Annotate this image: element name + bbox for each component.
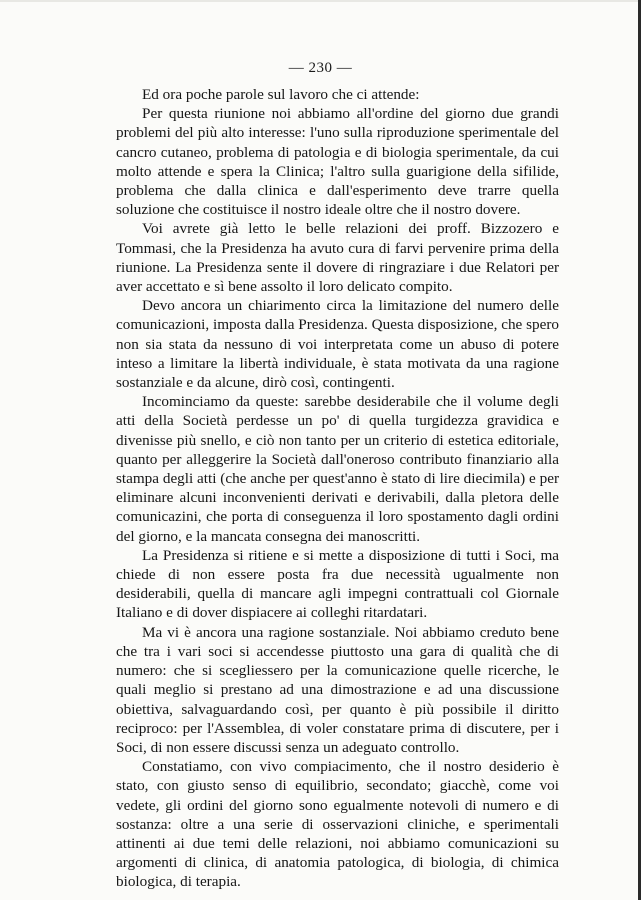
paragraph-2: Per questa riunione noi abbiamo all'ordine del giorno due grandi problemi del più alto interesse: l'uno sulla riproduzione sperimentale del cancro cutaneo, problema di patologia e di biologia sperimentale, da cui molto attende e spera la Clinica; l'altro sulla guarigione della sifilide, problema che dalla clinica e dall'esperimento deve trarre quella soluzione che costituisce il nostro ideale oltre che il nostro dovere. xyxy=(116,105,559,219)
paragraph-8: Constatiamo, con vivo compiacimento, che il nostro desiderio è stato, con giusto senso di equilibrio, secondato; giacchè, come voi vedete, gli ordini del giorno sono egualmente notevoli di numero e di sostanza: oltre a una serie di osservazioni cliniche, e sperimentali attinenti ai due temi delle relazioni, noi abbiamo comunicazioni su argomenti di clinica, di anatomia patologica, di biologia, di chimica biologica, di terapia. xyxy=(116,758,559,891)
paragraph-1: Ed ora poche parole sul lavoro che ci attende: xyxy=(142,86,420,103)
body-text xyxy=(116,85,559,892)
paragraph-4: Devo ancora un chiarimento circa la limitazione del numero delle comunicazioni, imposta dalla Presidenza. Questa disposizione, che spero non sia stata da nessuno di voi interpretata come un abuso di potere inteso a limitare la libertà individuale, è stata motivata da una ragione sostanziale e da alcune, dirò così, contingenti. xyxy=(116,297,559,392)
paragraph-3: Voi avrete già letto le belle relazioni dei proff. Bizzozero e Tommasi, che la Presidenza ha avuto cura di farvi pervenire prima della riunione. La Presidenza sente il dovere di ringraziare i due Relatori per aver accettato e sì bene assolto il loro delicato compito. xyxy=(116,220,559,296)
page-top-edge xyxy=(0,0,641,2)
paragraph-5: Incominciamo da queste: sarebbe desiderabile che il volume degli atti della Società perdesse un po' di quella turgidezza gravidica e divenisse più snello, e ciò non tanto per un criterio di estetica editoriale, quanto per alleggerire la Società dall'oneroso contributo finanziario alla stampa degli atti (che anche per quest'anno è stato di lire diecimila) e per eliminare alcuni inconvenienti derivati e derivabili, dalla pletora delle comunicazini, che porta di conseguenza il loro spostamento dagli ordini del giorno, e la mancata consegna dei manoscritti. xyxy=(116,393,559,545)
paragraph-6: La Presidenza si ritiene e si mette a disposizione di tutti i Soci, ma chiede di non essere posta fra due necessità ugualmente non desiderabili, quella di mancare agli impegni contrattuali col Giornale Italiano e di dover dispiacere ai colleghi ritardatari. xyxy=(116,546,559,622)
paragraph-7: Ma vi è ancora una ragione sostanziale. Noi abbiamo creduto bene che tra i vari soci si accendesse piuttosto una gara di qualità che di numero: che si scegliessero per la comunicazione quelle ricerche, le quali meglio si prestano ad una dimostrazione e ad una discussione obiettiva, salvaguardando così, per quanto è più possibile il diritto reciproco: per l'Assemblea, di voler constatare prima di discutere, per i Soci, di non essere discussi senza un adeguato controllo. xyxy=(116,623,559,756)
page-number: — 230 — xyxy=(288,60,353,76)
